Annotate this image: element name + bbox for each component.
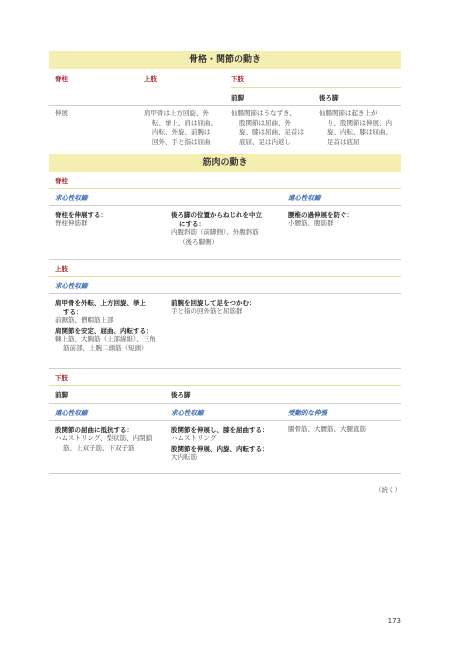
header-lower: 下肢: [231, 75, 244, 83]
spine-c2-bold-2: にする：: [179, 220, 205, 228]
muscle-upper-label: 上肢: [55, 265, 68, 273]
spine-c2-text-1: 内腹斜筋（前脚側）、外腹斜筋: [171, 228, 259, 236]
spine-eccentric-header: 遠心性収縮: [288, 194, 321, 202]
spine-c3-text: 小腰筋、腹筋群: [288, 219, 334, 227]
row-label: 伸展: [55, 109, 68, 117]
lower-c1-bold: 股関節の屈曲に抵抗する：: [55, 426, 133, 434]
lower-eccentric-header: 遠心性収縮: [55, 409, 88, 417]
upper-c1-text2-2: 筋前部、上腕二頭筋（短頭）: [63, 344, 148, 352]
spine-c2-text-2: （後ろ脚側）: [179, 237, 218, 246]
upper-c1-bold-2: する：: [63, 308, 83, 316]
subheader-back: 後ろ脚: [319, 94, 339, 102]
muscle-spine-header: [49, 172, 401, 188]
continued-note: （続く）: [375, 486, 401, 494]
muscle-spine-subheaders: [49, 189, 401, 205]
lower-c2-text2: 大内転筋: [171, 452, 197, 461]
page-number: 173: [387, 617, 401, 625]
lower-c2-bold2: 股関節を伸展、内旋、内転する：: [171, 444, 269, 453]
lower-front-label: 前脚: [55, 391, 68, 399]
muscle-title: 筋肉の動き: [49, 154, 401, 172]
front-leg-text: 仙腸関節はうなずき、 股関節は屈曲、外 旋、膝は屈曲、足首は 底屈、足は内返し: [231, 109, 304, 146]
lower-back-label: 後ろ脚: [171, 391, 191, 399]
upper-concentric-header: 求心性収縮: [55, 282, 88, 290]
muscle-spine-row: [49, 206, 401, 259]
lower-c1-text-2: 筋、上双子筋、下双子筋: [63, 443, 135, 452]
muscle-upper-row: [49, 294, 401, 368]
spine-c1-text: 脊柱伸筋群: [55, 219, 88, 227]
spine-c3-bold: 腰椎の過伸展を防ぐ：: [288, 211, 353, 219]
subheader-front: 前脚: [231, 94, 244, 102]
muscle-lower-row: [49, 421, 401, 473]
skeleton-title: 骨格・関節の動き: [49, 51, 401, 69]
muscle-lower-label: 下肢: [55, 374, 68, 382]
lower-concentric-header: 求心性収縮: [171, 409, 204, 417]
spine-concentric-header: 求心性収縮: [55, 194, 88, 202]
lower-c1-text-1: ハムストリング、梨状筋、内閉鎖: [55, 434, 153, 442]
muscle-lower-legs: [49, 386, 401, 403]
header-upper: 上肢: [144, 75, 157, 83]
upper-c1-bold2: 肩関節を安定、屈曲、内転する：: [55, 326, 153, 335]
header-spine: 脊柱: [55, 75, 68, 83]
skeleton-header-row: [49, 69, 401, 87]
back-leg-text: 仙腸関節は起き上が り、股関節は伸展、内 旋、内転、膝は屈曲、 足首は底屈: [319, 109, 392, 146]
upper-c1-text: 前鋸筋、僧帽筋上部: [55, 316, 114, 324]
muscle-upper-header: [49, 260, 401, 276]
page-content: [49, 51, 401, 474]
muscle-spine-label: 脊柱: [55, 177, 68, 185]
muscle-lower-header: [49, 369, 401, 385]
shoulder-text: 肩甲骨は上方回旋、外 転、挙上、肩は屈曲、 内転、外旋、前腕は 回外、手と指は屈曲: [144, 109, 217, 146]
skeleton-subheader-row: [49, 88, 401, 105]
lower-c3-text: 腸骨筋、大腰筋、大腿直筋: [288, 425, 366, 433]
lower-c2-text: ハムストリング: [171, 434, 217, 442]
upper-c2-text: 手と指の回外筋と屈筋群: [171, 307, 243, 315]
spine-c2-bold-1: 後ろ脚の位置からねじれを中立: [171, 211, 262, 219]
skeleton-row-extension: [49, 106, 401, 154]
muscle-lower-subheaders: [49, 404, 401, 420]
lower-c2-bold: 股関節を伸展し、膝を屈曲する：: [171, 426, 269, 434]
upper-c2-bold: 前腕を回旋して足をつかむ：: [171, 299, 256, 307]
spine-c1-bold: 脊柱を伸展する：: [55, 211, 107, 219]
lower-passive-header: 受動的な伸張: [288, 409, 327, 417]
muscle-upper-subheaders: [49, 277, 401, 293]
upper-c1-bold-1: 肩甲骨を外転、上方回旋、挙上: [55, 299, 146, 307]
upper-c1-text2-1: 棘上筋、大胸筋（上部線維）、三角: [55, 334, 156, 343]
